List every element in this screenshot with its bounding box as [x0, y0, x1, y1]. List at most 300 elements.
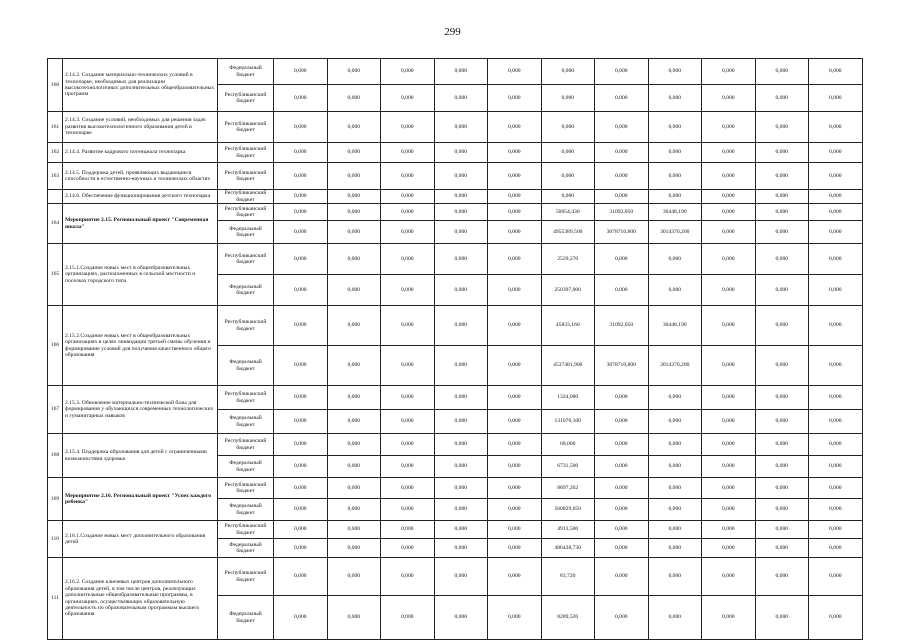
budget-table — [47, 58, 863, 640]
budget-value: 6731,500 — [541, 456, 595, 478]
budget-value: 0,000 — [595, 190, 649, 204]
budget-value: 0,000 — [381, 596, 435, 640]
budget-value: 0,000 — [809, 346, 863, 386]
budget-value: 0,000 — [702, 190, 756, 204]
budget-value: 0,000 — [488, 306, 542, 346]
budget-value: 0,000 — [702, 499, 756, 521]
budget-value: 0,000 — [381, 204, 435, 221]
table-row — [48, 558, 863, 596]
funding-source: Республиканский бюджет — [218, 163, 274, 190]
budget-value: 0,000 — [702, 163, 756, 190]
table-row — [48, 112, 863, 143]
budget-value: 0,000 — [488, 521, 542, 539]
budget-value: 0,000 — [595, 478, 649, 499]
activity-description: 2.14.4. Развитие кадрового потенциала технопарка — [63, 143, 218, 163]
budget-value: 0,000 — [274, 163, 328, 190]
row-number: 167 — [48, 386, 63, 434]
budget-value: 0,000 — [702, 59, 756, 85]
funding-source: Республиканский бюджет — [218, 386, 274, 410]
budget-value: 0,000 — [488, 204, 542, 221]
budget-value: 0,000 — [434, 456, 488, 478]
budget-value: 83,720 — [541, 558, 595, 596]
budget-value: 0,000 — [488, 410, 542, 434]
budget-value: 0,000 — [488, 558, 542, 596]
budget-value: 0,000 — [702, 410, 756, 434]
budget-value: 50054,430 — [541, 204, 595, 221]
activity-description: 2.14.3. Создание условий, необходимых для решения задач развития высокотехнологичного образования детей в технопарке — [63, 112, 218, 143]
budget-value: 0,000 — [755, 85, 809, 112]
page-number: 299 — [444, 26, 461, 38]
funding-source: Республиканский бюджет — [218, 204, 274, 221]
budget-value: 0,000 — [434, 221, 488, 244]
budget-value: 0,000 — [755, 434, 809, 456]
budget-value: 0,000 — [755, 204, 809, 221]
row-number: 160 — [48, 59, 63, 112]
budget-value: 0,000 — [274, 275, 328, 306]
activity-description: 2.16.2. Создание ключевых центров дополнительного образования детей, в том числе центров, реализующих дополнительные общеобразовательные программы, в организациях, осуществляющих образовательную деятельность по образовательным программам высшего образования — [63, 558, 218, 640]
activity-description: 2.16.1.Создание новых мест дополнительного образования детей — [63, 521, 218, 558]
budget-value: 0,000 — [434, 306, 488, 346]
budget-value: 0,000 — [595, 434, 649, 456]
budget-value: 131070,100 — [541, 410, 595, 434]
budget-value: 0,000 — [488, 163, 542, 190]
activity-description: 2.14.2. Создание материально-технических условий в технопарке, необходимых для реализации высокотехнологичных дополнительных общеобразовательных программ — [63, 59, 218, 112]
funding-source: Республиканский бюджет — [218, 521, 274, 539]
budget-value: 0,000 — [755, 346, 809, 386]
funding-source: Республиканский бюджет — [218, 112, 274, 143]
budget-value: 0,000 — [755, 558, 809, 596]
budget-value: 0,000 — [809, 85, 863, 112]
budget-value: 0,000 — [702, 434, 756, 456]
budget-value: 0,000 — [274, 346, 328, 386]
budget-value: 0,000 — [327, 346, 381, 386]
table-row — [48, 190, 863, 204]
budget-value: 0,000 — [274, 478, 328, 499]
budget-value: 0,000 — [327, 499, 381, 521]
budget-value: 0,000 — [595, 143, 649, 163]
budget-value: 0,000 — [648, 456, 702, 478]
budget-value: 0,000 — [488, 143, 542, 163]
budget-value: 0,000 — [381, 59, 435, 85]
budget-value: 0,000 — [648, 112, 702, 143]
budget-value: 0,000 — [648, 143, 702, 163]
budget-value: 0,000 — [809, 456, 863, 478]
budget-value: 0,000 — [648, 596, 702, 640]
budget-value: 0,000 — [274, 204, 328, 221]
budget-value: 0,000 — [434, 143, 488, 163]
budget-value: 0,000 — [809, 478, 863, 499]
budget-value: 0,000 — [274, 558, 328, 596]
budget-value: 0,000 — [381, 85, 435, 112]
funding-source: Республиканский бюджет — [218, 190, 274, 204]
budget-value: 0,000 — [702, 346, 756, 386]
row-number: 163 — [48, 163, 63, 190]
budget-value: 0,000 — [702, 204, 756, 221]
budget-value: 0,000 — [595, 59, 649, 85]
budget-value: 0,000 — [434, 244, 488, 275]
activity-description: 2.15.2.Создание новых мест в общеобразовательных организациях в целях ликвидации третьей смены обучения и формирование условий для получения качественного общего образования — [63, 306, 218, 386]
budget-value: 0,000 — [595, 85, 649, 112]
budget-value: 0,000 — [488, 386, 542, 410]
table-row — [48, 306, 863, 346]
budget-value: 0,000 — [702, 539, 756, 558]
budget-value: 0,000 — [381, 499, 435, 521]
budget-value: 0,000 — [434, 521, 488, 539]
budget-value: 0,000 — [434, 275, 488, 306]
budget-value: 0,000 — [702, 275, 756, 306]
budget-value: 0,000 — [381, 386, 435, 410]
budget-value: 0,000 — [755, 386, 809, 410]
table-row — [48, 244, 863, 275]
row-number: 164 — [48, 204, 63, 244]
budget-value: 0,000 — [327, 59, 381, 85]
budget-value: 0,000 — [274, 143, 328, 163]
funding-source: Федеральный бюджет — [218, 539, 274, 558]
budget-value: 4537481,900 — [541, 346, 595, 386]
table-row — [48, 204, 863, 221]
budget-value: 0,000 — [434, 85, 488, 112]
budget-value: 0,000 — [488, 596, 542, 640]
funding-source: Республиканский бюджет — [218, 434, 274, 456]
budget-value: 0,000 — [755, 190, 809, 204]
budget-value: 0,000 — [274, 386, 328, 410]
activity-description: Мероприятие 2.15. Региональный проект "Современная школа" — [63, 204, 218, 244]
budget-value: 0,000 — [809, 244, 863, 275]
budget-value: 0,000 — [488, 275, 542, 306]
budget-value: 0,000 — [809, 596, 863, 640]
budget-value: 1324,000 — [541, 386, 595, 410]
budget-value: 0,000 — [595, 521, 649, 539]
budget-value: 0,000 — [327, 456, 381, 478]
budget-value: 0,000 — [488, 478, 542, 499]
budget-value: 0,000 — [274, 221, 328, 244]
budget-value: 0,000 — [381, 112, 435, 143]
budget-value: 0,000 — [595, 112, 649, 143]
budget-value: 0,000 — [274, 410, 328, 434]
budget-value: 0,000 — [702, 143, 756, 163]
budget-value: 0,000 — [648, 244, 702, 275]
budget-value: 0,000 — [809, 434, 863, 456]
budget-value: 0,000 — [595, 539, 649, 558]
funding-source: Федеральный бюджет — [218, 499, 274, 521]
budget-value: 0,000 — [809, 539, 863, 558]
budget-value: 0,000 — [327, 112, 381, 143]
budget-value: 0,000 — [327, 596, 381, 640]
budget-value: 0,000 — [755, 244, 809, 275]
budget-value: 0,000 — [381, 521, 435, 539]
budget-value: 0,000 — [755, 112, 809, 143]
budget-value: 0,000 — [274, 244, 328, 275]
budget-value: 0,000 — [755, 59, 809, 85]
activity-description: Мероприятие 2.16. Региональный проект "Успех каждого ребенка" — [63, 478, 218, 521]
row-number: 111 — [48, 558, 63, 640]
budget-value: 0,000 — [595, 275, 649, 306]
budget-value: 0,000 — [488, 85, 542, 112]
budget-value: 0,000 — [809, 204, 863, 221]
budget-value: 0,000 — [274, 596, 328, 640]
budget-value: 45833,160 — [541, 306, 595, 346]
budget-value: 0,000 — [755, 596, 809, 640]
funding-source: Республиканский бюджет — [218, 478, 274, 499]
budget-value: 0,000 — [755, 478, 809, 499]
budget-value: 0,000 — [809, 221, 863, 244]
budget-value: 0,000 — [809, 275, 863, 306]
budget-value: 0,000 — [755, 539, 809, 558]
budget-value: 0,000 — [809, 410, 863, 434]
funding-source: Республиканский бюджет — [218, 244, 274, 275]
budget-value: 0,000 — [702, 558, 756, 596]
funding-source: Республиканский бюджет — [218, 306, 274, 346]
activity-description: 2.15.3. Обновление материально-технической базы для формирования у обучающихся современных технологических и гуманитарных навыков — [63, 386, 218, 434]
funding-source: Федеральный бюджет — [218, 596, 274, 640]
budget-value: 0,000 — [381, 478, 435, 499]
budget-value: 0,000 — [702, 596, 756, 640]
budget-value: 0,000 — [381, 275, 435, 306]
budget-value: 0,000 — [755, 499, 809, 521]
budget-value: 0,000 — [809, 143, 863, 163]
budget-value: 2529,270 — [541, 244, 595, 275]
budget-value: 0,000 — [595, 410, 649, 434]
budget-value: 560829,050 — [541, 499, 595, 521]
budget-value: 0,000 — [381, 410, 435, 434]
row-number: 162 — [48, 143, 63, 163]
budget-value: 0,000 — [541, 112, 595, 143]
budget-value: 0,000 — [595, 558, 649, 596]
budget-value: 0,000 — [595, 386, 649, 410]
table-row — [48, 434, 863, 456]
budget-value: 0,000 — [755, 221, 809, 244]
budget-value: 0,000 — [809, 386, 863, 410]
budget-value: 0,000 — [434, 499, 488, 521]
budget-value: 0,000 — [541, 190, 595, 204]
funding-source: Федеральный бюджет — [218, 410, 274, 434]
budget-value: 0,000 — [381, 221, 435, 244]
budget-value: 0,000 — [327, 386, 381, 410]
budget-value: 0,000 — [434, 539, 488, 558]
budget-value: 0,000 — [595, 499, 649, 521]
budget-value: 0,000 — [488, 434, 542, 456]
budget-value: 0,000 — [648, 521, 702, 539]
budget-value: 0,000 — [648, 190, 702, 204]
budget-value: 0,000 — [327, 244, 381, 275]
budget-value: 0,000 — [755, 163, 809, 190]
funding-source: Федеральный бюджет — [218, 456, 274, 478]
activity-description: 2.15.4. Поддержка образования для детей с ограниченными возможностями здоровья — [63, 434, 218, 478]
row-number: 161 — [48, 112, 63, 143]
budget-value: 3014370,200 — [648, 221, 702, 244]
budget-value: 3078710,800 — [595, 346, 649, 386]
budget-value: 0,000 — [702, 85, 756, 112]
budget-value: 0,000 — [434, 596, 488, 640]
budget-value: 0,000 — [809, 112, 863, 143]
budget-value: 0,000 — [488, 244, 542, 275]
budget-value: 0,000 — [327, 539, 381, 558]
budget-value: 0,000 — [381, 190, 435, 204]
budget-value: 0,000 — [434, 386, 488, 410]
budget-value: 0,000 — [595, 596, 649, 640]
budget-value: 0,000 — [327, 163, 381, 190]
budget-value: 0,000 — [541, 163, 595, 190]
budget-value: 30448,190 — [648, 204, 702, 221]
budget-value: 0,000 — [755, 275, 809, 306]
budget-value: 0,000 — [595, 244, 649, 275]
row-number: 165 — [48, 244, 63, 306]
budget-value: 0,000 — [755, 306, 809, 346]
funding-source: Республиканский бюджет — [218, 143, 274, 163]
budget-value: 0,000 — [648, 386, 702, 410]
budget-value: 0,000 — [702, 386, 756, 410]
budget-value: 0,000 — [702, 221, 756, 244]
row-number: 169 — [48, 478, 63, 521]
funding-source: Федеральный бюджет — [218, 275, 274, 306]
budget-value: 0,000 — [274, 306, 328, 346]
budget-table-body — [48, 59, 863, 640]
budget-value: 3014370,200 — [648, 346, 702, 386]
budget-value: 0,000 — [648, 539, 702, 558]
budget-value: 3078710,800 — [595, 221, 649, 244]
budget-value: 0,000 — [488, 59, 542, 85]
funding-source: Федеральный бюджет — [218, 346, 274, 386]
budget-value: 4913,500 — [541, 521, 595, 539]
budget-value: 0,000 — [327, 143, 381, 163]
budget-value: 0,000 — [702, 456, 756, 478]
budget-value: 0,000 — [327, 275, 381, 306]
budget-value: 0,000 — [488, 499, 542, 521]
table-row — [48, 143, 863, 163]
budget-value: 0,000 — [541, 59, 595, 85]
funding-source: Федеральный бюджет — [218, 59, 274, 85]
budget-value: 0,000 — [274, 539, 328, 558]
budget-value: 0,000 — [434, 434, 488, 456]
funding-source: Республиканский бюджет — [218, 85, 274, 112]
budget-value: 4955389,500 — [541, 221, 595, 244]
budget-value: 0,000 — [434, 346, 488, 386]
row-number: 166 — [48, 306, 63, 386]
budget-value: 0,000 — [274, 112, 328, 143]
budget-value: 250397,000 — [541, 275, 595, 306]
table-row — [48, 59, 863, 85]
row-number: 110 — [48, 521, 63, 558]
budget-value: 0,000 — [755, 143, 809, 163]
budget-value: 0,000 — [648, 163, 702, 190]
budget-value: 31092,050 — [595, 306, 649, 346]
budget-value: 0,000 — [274, 499, 328, 521]
budget-value: 0,000 — [648, 499, 702, 521]
budget-value: 0,000 — [488, 112, 542, 143]
budget-value: 0,000 — [702, 521, 756, 539]
budget-value: 0,000 — [755, 521, 809, 539]
budget-value: 0,000 — [327, 190, 381, 204]
budget-value: 8289,520 — [541, 596, 595, 640]
budget-value: 0,000 — [327, 85, 381, 112]
table-row — [48, 163, 863, 190]
budget-value: 0,000 — [809, 499, 863, 521]
budget-value: 68,000 — [541, 434, 595, 456]
budget-value: 0,000 — [702, 306, 756, 346]
budget-value: 0,000 — [274, 85, 328, 112]
budget-value: 0,000 — [648, 478, 702, 499]
budget-value: 0,000 — [595, 456, 649, 478]
budget-value: 0,000 — [327, 434, 381, 456]
budget-value: 0,000 — [434, 163, 488, 190]
table-row — [48, 521, 863, 539]
budget-value: 0,000 — [648, 59, 702, 85]
budget-value: 0,000 — [702, 244, 756, 275]
budget-value: 0,000 — [648, 410, 702, 434]
budget-value: 0,000 — [809, 190, 863, 204]
budget-value: 0,000 — [434, 112, 488, 143]
table-row — [48, 478, 863, 499]
budget-value: 0,000 — [809, 521, 863, 539]
funding-source: Республиканский бюджет — [218, 558, 274, 596]
budget-value: 0,000 — [809, 306, 863, 346]
table-row — [48, 386, 863, 410]
budget-value: 0,000 — [434, 204, 488, 221]
budget-value: 0,000 — [327, 306, 381, 346]
budget-value: 0,000 — [541, 85, 595, 112]
budget-value: 30448,190 — [648, 306, 702, 346]
activity-description: 2.15.1.Создание новых мест в общеобразовательных организациях, расположенных в сельской местности и поселках городского типа — [63, 244, 218, 306]
budget-value: 0,000 — [381, 143, 435, 163]
budget-value: 0,000 — [755, 410, 809, 434]
row-number — [48, 190, 63, 204]
budget-value: 0,000 — [648, 434, 702, 456]
budget-value: 0,000 — [327, 410, 381, 434]
activity-description: 2.14.5. Поддержка детей, проявляющих выдающиеся способности в естественно-научных и технических областях — [63, 163, 218, 190]
budget-value: 0,000 — [702, 478, 756, 499]
budget-value: 0,000 — [434, 478, 488, 499]
budget-value: 0,000 — [381, 346, 435, 386]
budget-value: 0,000 — [702, 112, 756, 143]
budget-value: 0,000 — [274, 59, 328, 85]
budget-value: 0,000 — [488, 190, 542, 204]
budget-value: 0,000 — [809, 558, 863, 596]
budget-value: 0,000 — [327, 204, 381, 221]
budget-value: 0,000 — [488, 346, 542, 386]
budget-value: 0,000 — [381, 558, 435, 596]
budget-value: 31092,050 — [595, 204, 649, 221]
budget-value: 0,000 — [381, 163, 435, 190]
budget-value: 486438,730 — [541, 539, 595, 558]
budget-value: 0,000 — [809, 59, 863, 85]
budget-value: 0,000 — [434, 59, 488, 85]
budget-value: 0,000 — [327, 558, 381, 596]
budget-value: 0,000 — [488, 539, 542, 558]
budget-value: 0,000 — [541, 143, 595, 163]
budget-value: 0,000 — [274, 456, 328, 478]
budget-value: 0,000 — [274, 190, 328, 204]
budget-value: 0,000 — [381, 539, 435, 558]
budget-value: 0,000 — [381, 434, 435, 456]
budget-value: 0,000 — [648, 85, 702, 112]
budget-value: 0,000 — [809, 163, 863, 190]
funding-source: Федеральный бюджет — [218, 221, 274, 244]
budget-value: 0,000 — [274, 521, 328, 539]
budget-value: 0,000 — [327, 521, 381, 539]
budget-value: 0,000 — [488, 456, 542, 478]
budget-value: 0,000 — [381, 306, 435, 346]
budget-value: 0,000 — [327, 478, 381, 499]
budget-value: 0,000 — [434, 410, 488, 434]
budget-value: 0,000 — [381, 244, 435, 275]
row-number: 168 — [48, 434, 63, 478]
budget-value: 0,000 — [381, 456, 435, 478]
budget-value: 0,000 — [434, 190, 488, 204]
budget-value: 0,000 — [327, 221, 381, 244]
budget-value: 0,000 — [488, 221, 542, 244]
budget-value: 0,000 — [755, 456, 809, 478]
budget-value: 8897,262 — [541, 478, 595, 499]
